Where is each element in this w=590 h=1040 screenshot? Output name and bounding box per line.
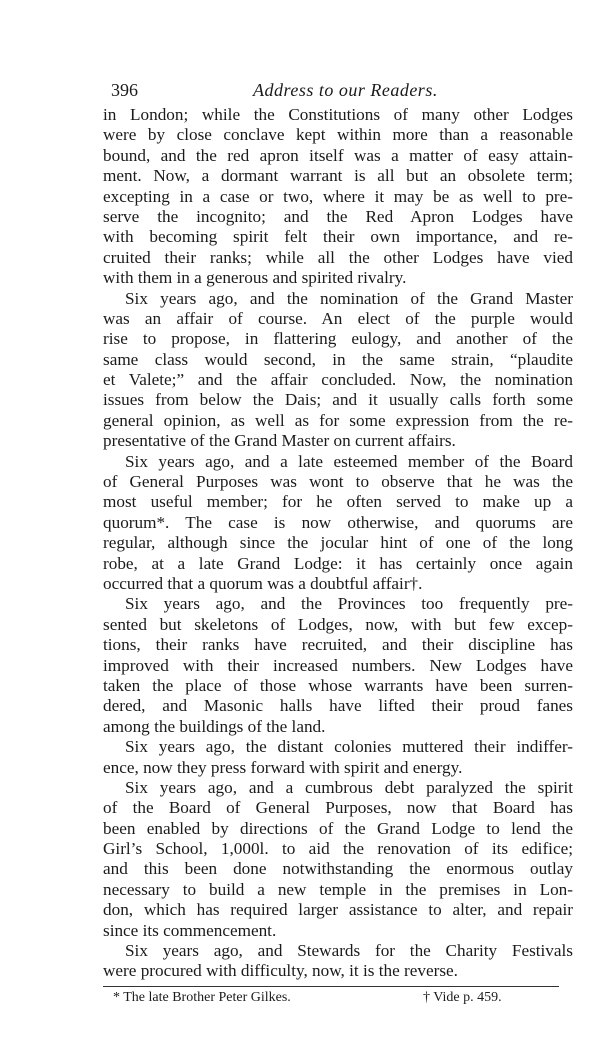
footnotes <box>103 987 573 1009</box>
text-line: excepting in a case or two, where it may be as well to pre- <box>103 186 573 206</box>
text-line: and this been done notwithstanding the enormous outlay <box>103 859 573 879</box>
text-line: dered, and Masonic halls have lifted their proud fanes <box>103 696 573 716</box>
text-line: Girl’s School, 1,000l. to aid the renovation of its edifice; <box>103 839 573 859</box>
text-line: occurred that a quorum was a doubtful affair†. <box>103 573 423 593</box>
text-line: been enabled by directions of the Grand Lodge to lend the <box>103 818 573 838</box>
text-line: Six years ago, and the Provinces too frequently pre- <box>125 594 573 614</box>
text-line: in London; while the Constitutions of many other Lodges <box>103 105 573 124</box>
text-line: was an affair of course. An elect of the purple would <box>103 308 573 328</box>
footnote-2: † Vide p. 459. <box>423 989 502 1005</box>
text-line: cruited their ranks; while all the other Lodges have vied <box>103 247 573 267</box>
text-line: tions, their ranks have recruited, and their discipline has <box>103 635 573 655</box>
text-line: necessary to build a new temple in the premises in Lon- <box>103 879 573 899</box>
text-line: ence, now they press forward with spirit and energy. <box>103 757 463 777</box>
page-header <box>103 76 573 104</box>
text-line: among the buildings of the land. <box>103 716 326 736</box>
running-head: Address to our Readers. <box>253 80 438 100</box>
text-line: ment. Now, a dormant warrant is all but an obsolete term; <box>103 166 573 186</box>
text-line: et Valete;” and the affair concluded. Now, the nomination <box>103 370 573 390</box>
text-line: Six years ago, and the nomination of the Grand Master <box>125 288 573 308</box>
text-line: of the Board of General Purposes, now that Board has <box>103 798 573 818</box>
document-page <box>103 76 573 1009</box>
text-line: serve the incognito; and the Red Apron Lodges have <box>103 206 573 226</box>
text-line: were procured with difficulty, now, it is the reverse. <box>103 961 458 981</box>
text-line: were by close conclave kept within more than a reasonable <box>103 125 573 145</box>
footnote-1: * The late Brother Peter Gilkes. <box>113 989 291 1005</box>
text-line: quorum*. The case is now otherwise, and quorums are <box>103 512 573 532</box>
text-line: with them in a generous and spirited rivalry. <box>103 268 407 288</box>
text-line: Six years ago, and a cumbrous debt paralyzed the spirit <box>125 777 573 797</box>
text-line: issues from below the Dais; and it usually calls forth some <box>103 390 573 410</box>
text-line: presentative of the Grand Master on current affairs. <box>103 431 456 451</box>
text-line: most useful member; for he often served to make up a <box>103 492 573 512</box>
text-line: don, which has required larger assistance to alter, and repair <box>103 900 573 920</box>
text-line: with becoming spirit felt their own importance, and re- <box>103 227 573 247</box>
text-line: same class would second, in the same strain, “plaudite <box>103 349 573 369</box>
article-body <box>103 105 573 982</box>
text-line: Six years ago, the distant colonies muttered their indiffer- <box>125 737 573 757</box>
text-line: general opinion, as well as for some expression from the re- <box>103 410 573 430</box>
text-line: Six years ago, and a late esteemed member of the Board <box>125 451 573 471</box>
text-line: regular, although since the jocular hint of one of the long <box>103 533 573 553</box>
text-line: taken the place of those whose warrants have been surren- <box>103 675 573 695</box>
text-line: since its commencement. <box>103 920 277 940</box>
text-line: improved with their increased numbers. New Lodges have <box>103 655 573 675</box>
text-line: Six years ago, and Stewards for the Charity Festivals <box>125 941 573 961</box>
text-line: sented but skeletons of Lodges, now, with but few excep- <box>103 614 573 634</box>
text-line: robe, at a late Grand Lodge: it has certainly once again <box>103 553 573 573</box>
text-line: rise to propose, in flattering eulogy, and another of the <box>103 329 573 349</box>
text-line: of General Purposes was wont to observe that he was the <box>103 472 573 492</box>
text-line: bound, and the red apron itself was a matter of easy attain- <box>103 145 573 165</box>
page-number: 396 <box>111 80 138 100</box>
